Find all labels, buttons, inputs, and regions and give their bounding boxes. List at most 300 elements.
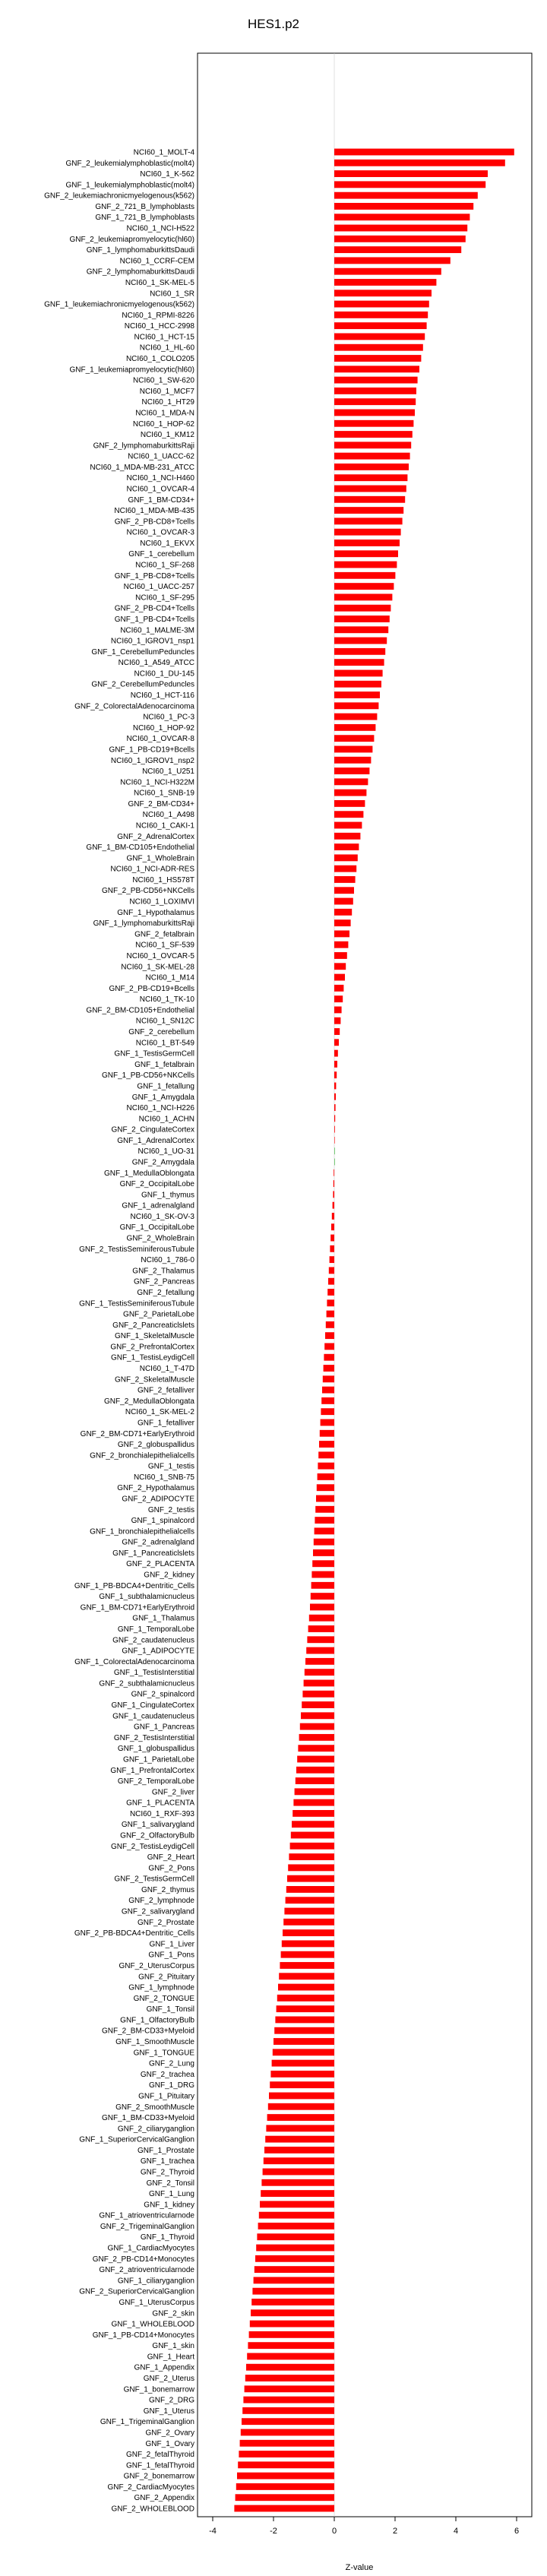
bar: [334, 583, 394, 590]
category-label: NCI60_1_SF-268: [135, 561, 194, 570]
bar: [334, 930, 349, 937]
category-label: GNF_2_PB-CD8+Tcells: [114, 517, 194, 527]
category-label: GNF_2_trachea: [140, 2070, 194, 2079]
bar: [334, 550, 398, 557]
bar: [248, 2342, 334, 2349]
category-label: GNF_2_SuperiorCervicalGanglion: [79, 2287, 194, 2296]
x-axis: [209, 2517, 519, 2536]
bar: [334, 192, 478, 199]
bar: [334, 746, 372, 753]
category-label: GNF_2_ColorectalAdenocarcinoma: [74, 702, 194, 711]
category-label: GNF_1_CardiacMyocytes: [107, 2244, 194, 2253]
bar: [334, 268, 441, 275]
bar: [241, 2429, 334, 2436]
bar: [236, 2494, 334, 2501]
bar: [334, 854, 358, 861]
bar: [251, 2299, 334, 2305]
category-label: GNF_2_fetallung: [137, 1288, 194, 1297]
bar: [291, 1832, 334, 1839]
bar: [334, 334, 425, 340]
bar: [286, 1897, 334, 1904]
bar: [308, 1625, 334, 1632]
category-label: GNF_2_UterusCorpus: [119, 1961, 194, 1970]
category-label: GNF_1_AdrenalCortex: [117, 1136, 194, 1145]
category-label: GNF_2_TestisGermCell: [114, 1875, 194, 1884]
bar: [261, 2179, 334, 2186]
bar: [274, 2027, 334, 2034]
bar: [334, 1028, 340, 1035]
bar: [334, 562, 397, 568]
bar: [334, 909, 352, 916]
category-label: GNF_2_adrenalgland: [122, 1538, 194, 1547]
bar: [334, 714, 377, 720]
category-label: GNF_2_spinalcord: [131, 1690, 194, 1699]
bar: [301, 1712, 334, 1719]
bar: [334, 648, 385, 655]
bar: [299, 1734, 334, 1741]
bar: [283, 1919, 334, 1926]
bars-layer: [234, 53, 514, 2517]
category-label: GNF_2_721_B_lymphoblasts: [95, 202, 194, 211]
bar: [333, 1202, 334, 1209]
bar: [334, 1039, 339, 1046]
bar: [334, 420, 413, 427]
category-label: NCI60_1_RXF-393: [129, 1809, 194, 1818]
category-label: NCI60_1_IGROV1_nsp1: [110, 637, 194, 646]
bar: [316, 1495, 334, 1502]
bar: [334, 767, 369, 774]
category-label: NCI60_1_T-47D: [139, 1365, 194, 1374]
bar: [334, 474, 407, 481]
bar: [334, 486, 406, 492]
category-label: GNF_1_CerebellumPeduncles: [91, 647, 194, 657]
category-label: GNF_2_Amygdala: [131, 1158, 194, 1167]
category-label: GNF_1_BM-CD105+Endothelial: [86, 843, 194, 853]
category-label: NCI60_1_M14: [145, 973, 194, 983]
bar: [334, 529, 401, 536]
bar: [334, 214, 470, 220]
category-label: GNF_1_TestisLeydigCell: [110, 1353, 194, 1362]
category-label: GNF_2_BM-CD33+Myeloid: [102, 2027, 194, 2036]
bar: [270, 2071, 334, 2078]
category-label: GNF_1_salivarygland: [121, 1821, 194, 1830]
category-label: NCI60_1_SF-295: [135, 593, 194, 603]
bar: [334, 225, 467, 232]
category-label: GNF_2_SmoothMuscle: [115, 2103, 194, 2112]
category-label: GNF_1_BM-CD33+Myeloid: [102, 2114, 194, 2123]
category-label: GNF_1_TrigeminalGanglion: [100, 2418, 194, 2427]
bar: [311, 1582, 334, 1589]
category-label: NCI60_1_SR: [150, 290, 194, 299]
category-label: GNF_2_testis: [147, 1505, 194, 1514]
bar: [323, 1375, 334, 1382]
category-label: GNF_2_ParietalLobe: [123, 1310, 194, 1319]
bar: [293, 1799, 334, 1806]
category-label: NCI60_1_DU-145: [134, 669, 194, 679]
bar: [331, 1223, 334, 1230]
bar: [307, 1636, 334, 1643]
bar: [313, 1549, 334, 1556]
category-label: NCI60_1_SW-620: [133, 376, 194, 385]
bar: [305, 1658, 334, 1665]
category-label: GNF_2_Pancreaticlslets: [112, 1321, 194, 1330]
bar: [334, 236, 466, 242]
category-label: GNF_2_Ovary: [145, 2429, 194, 2438]
x-tick-label: -2: [270, 2527, 277, 2536]
category-label: GNF_2_CerebellumPeduncles: [91, 680, 194, 689]
category-label: GNF_1_trachea: [140, 2157, 194, 2166]
category-label: NCI60_1_HCT-15: [134, 333, 194, 342]
bar: [334, 453, 410, 460]
category-label: GNF_2_TemporalLobe: [117, 1777, 194, 1786]
bar: [240, 2440, 334, 2447]
bar: [283, 1929, 334, 1936]
category-label: GNF_2_ciliaryganglion: [117, 2125, 194, 2134]
bar: [334, 203, 473, 210]
bar: [315, 1517, 334, 1524]
bar: [268, 2103, 334, 2110]
category-label: GNF_1_SuperiorCervicalGanglion: [79, 2135, 194, 2144]
category-label: NCI60_1_UO-31: [138, 1147, 194, 1157]
bar: [309, 1615, 334, 1622]
bar: [284, 1908, 334, 1915]
category-label: NCI60_1_COLO205: [125, 355, 194, 364]
bar: [300, 1723, 334, 1730]
category-label: NCI60_1_SF-539: [135, 941, 194, 950]
category-label: GNF_1_leukemiapromyelocytic(hl60): [69, 366, 194, 375]
bar: [319, 1441, 334, 1448]
category-label: GNF_1_Pons: [148, 1951, 194, 1960]
bar: [245, 2375, 334, 2381]
category-label: GNF_1_TemporalLobe: [117, 1625, 194, 1634]
category-label: NCI60_1_SK-MEL-5: [125, 278, 194, 287]
bar: [270, 2081, 334, 2088]
category-label: GNF_2_BM-CD71+EarlyErythroid: [80, 1429, 194, 1438]
category-label: GNF_2_liver: [151, 1788, 194, 1797]
bar: [264, 2157, 334, 2164]
x-tick-label: 0: [331, 2527, 337, 2536]
category-label: GNF_2_cerebellum: [128, 1028, 194, 1037]
category-label: GNF_2_leukemiachronicmyelogenous(k562): [44, 191, 194, 201]
bar: [274, 2038, 334, 2045]
category-label: NCI60_1_UACC-257: [123, 583, 194, 592]
bar: [334, 974, 345, 981]
category-label: NCI60_1_NCI-H226: [126, 1104, 194, 1113]
bar: [251, 2309, 334, 2316]
bar: [334, 160, 505, 166]
category-label: GNF_2_WholeBrain: [126, 1234, 194, 1243]
bar: [254, 2277, 334, 2283]
bar: [288, 1864, 334, 1871]
category-label: GNF_1_lymphnode: [128, 1983, 194, 1992]
category-label: NCI60_1_HOP-92: [132, 723, 194, 733]
bar: [264, 2147, 334, 2154]
category-label: NCI60_1_SN12C: [135, 1017, 194, 1026]
category-label: GNF_1_fetalliver: [137, 1419, 194, 1428]
category-label: GNF_2_skin: [152, 2309, 194, 2318]
x-tick-label: 2: [392, 2527, 398, 2536]
bar: [334, 1007, 342, 1014]
bar: [334, 778, 368, 785]
category-label: NCI60_1_MCF7: [139, 387, 194, 396]
category-label: NCI60_1_U251: [142, 767, 194, 777]
category-label: NCI60_1_HL-60: [139, 343, 194, 353]
bar: [334, 388, 416, 394]
bar: [286, 1886, 334, 1893]
bar: [334, 941, 348, 948]
bar: [334, 540, 400, 546]
category-label: NCI60_1_RPMI-8226: [122, 311, 194, 320]
category-label: GNF_1_ParietalLobe: [123, 1755, 194, 1764]
bar: [334, 887, 354, 894]
category-label: GNF_2_PB-BDCA4+Dentritic_Cells: [74, 1929, 194, 1938]
category-label: GNF_1_spinalcord: [131, 1517, 194, 1526]
category-label: GNF_1_PB-CD4+Tcells: [114, 615, 194, 624]
category-label: GNF_1_Pancreas: [133, 1723, 194, 1732]
category-label: GNF_1_PB-CD14+Monocytes: [92, 2331, 194, 2340]
category-label: GNF_1_PB-CD56+NKCells: [102, 1071, 194, 1081]
bar: [243, 2397, 334, 2404]
category-label: GNF_2_ADIPOCYTE: [122, 1495, 194, 1504]
category-label: NCI60_1_EKVX: [140, 539, 194, 548]
category-label: NCI60_1_CCRF-CEM: [119, 257, 194, 266]
category-label: GNF_1_PLACENTA: [126, 1799, 194, 1808]
category-label: NCI60_1_NCI-H322M: [120, 778, 194, 787]
category-label: GNF_1_testis: [147, 1462, 194, 1471]
category-label: GNF_1_PrefrontalCortex: [110, 1766, 194, 1775]
category-label: GNF_1_Liver: [149, 1940, 194, 1949]
category-label: GNF_2_bronchialepithelialcells: [90, 1451, 194, 1460]
category-label: GNF_1_721_B_lymphoblasts: [95, 214, 194, 223]
category-label: NCI60_1_HCT-116: [130, 691, 194, 701]
bar: [334, 149, 514, 156]
bar: [334, 866, 356, 872]
category-label: NCI60_1_SK-MEL-28: [121, 963, 194, 972]
category-label: GNF_2_salivarygland: [121, 1907, 194, 1916]
bar: [317, 1484, 334, 1491]
bar: [334, 1083, 336, 1090]
bar: [326, 1321, 334, 1328]
category-label: NCI60_1_SK-MEL-2: [125, 1408, 194, 1417]
category-label: GNF_1_Hypothalamus: [117, 908, 194, 917]
bar: [304, 1680, 334, 1687]
category-label: GNF_2_Thalamus: [132, 1267, 194, 1276]
bar: [334, 377, 418, 384]
bar: [334, 1137, 335, 1144]
x-tick-label: 4: [453, 2527, 459, 2536]
bar: [334, 431, 413, 438]
bar: [334, 1093, 336, 1100]
bar: [324, 1354, 334, 1361]
bar: [334, 1061, 337, 1068]
bar: [334, 1159, 335, 1166]
bar: [325, 1332, 334, 1339]
category-label: GNF_1_lymphomaburkittsRaji: [93, 919, 194, 929]
category-label: GNF_1_skin: [152, 2342, 194, 2351]
bar: [334, 638, 387, 644]
category-label: NCI60_1_MDA-MB-231_ATCC: [90, 463, 194, 472]
category-label: GNF_2_subthalamicnucleus: [99, 1679, 194, 1688]
category-label: GNF_2_leukemiapromyelocytic(hl60): [69, 235, 194, 244]
bar: [334, 301, 429, 308]
bar: [334, 344, 423, 351]
category-label: GNF_2_globuspallidus: [117, 1441, 194, 1450]
bar: [334, 464, 409, 470]
bar: [330, 1245, 334, 1252]
bar: [334, 626, 388, 633]
bar: [334, 898, 353, 905]
bar: [334, 724, 375, 731]
bar: [302, 1701, 334, 1708]
category-label: NCI60_1_OVCAR-8: [126, 735, 194, 744]
category-label: GNF_1_ciliaryganglion: [117, 2277, 194, 2286]
bar: [334, 952, 347, 959]
bar: [334, 800, 365, 807]
category-label: GNF_1_Pituitary: [138, 2092, 194, 2101]
bar: [306, 1647, 334, 1654]
bar: [246, 2364, 334, 2371]
bar: [334, 517, 403, 524]
bar: [255, 2255, 334, 2262]
category-label: GNF_1_Pancreaticlslets: [112, 1549, 194, 1558]
category-label: GNF_1_leukemialymphoblastic(molt4): [65, 181, 194, 190]
bar: [334, 681, 381, 688]
category-label: GNF_2_lymphomaburkittsDaudi: [86, 267, 194, 277]
bar: [334, 670, 383, 677]
category-label: GNF_1_PB-CD8+Tcells: [114, 571, 194, 581]
category-label: GNF_2_Pons: [148, 1864, 194, 1873]
bar: [298, 1745, 334, 1752]
category-label: GNF_2_MedullaOblongata: [104, 1397, 194, 1406]
bar: [334, 735, 374, 742]
bar: [334, 1071, 337, 1078]
bar: [281, 1951, 334, 1958]
bar: [324, 1365, 334, 1372]
category-label: GNF_1_subthalamicnucleus: [99, 1593, 194, 1602]
bar: [258, 2223, 334, 2229]
bar: [269, 2093, 334, 2100]
bar: [279, 1973, 334, 1979]
bar: [296, 1777, 334, 1784]
category-label: GNF_1_TestisInterstitial: [113, 1669, 194, 1678]
bar: [328, 1278, 334, 1285]
category-label: GNF_1_kidney: [144, 2201, 194, 2210]
category-label: NCI60_1_BT-549: [135, 1039, 194, 1048]
category-label: GNF_2_Heart: [147, 1853, 194, 1862]
category-label: GNF_2_lymphnode: [128, 1897, 194, 1906]
category-label: NCI60_1_OVCAR-5: [126, 951, 194, 960]
bar: [334, 441, 411, 448]
bar: [289, 1853, 334, 1860]
category-label: GNF_2_Appendix: [134, 2494, 194, 2503]
category-label: NCI60_1_NCI-H460: [126, 474, 194, 483]
bar: [334, 366, 419, 372]
bar: [296, 1767, 334, 1774]
bar: [237, 2473, 334, 2479]
bar: [327, 1289, 334, 1296]
bar: [292, 1821, 334, 1828]
bar: [273, 2049, 334, 2055]
bar: [334, 312, 428, 318]
bar: [334, 833, 360, 840]
bar: [334, 995, 343, 1002]
bar: [318, 1451, 334, 1458]
category-label: GNF_2_PB-CD14+Monocytes: [92, 2255, 194, 2264]
bar: [327, 1311, 334, 1318]
bar: [334, 616, 390, 622]
bar: [315, 1527, 334, 1534]
category-label: GNF_1_UterusCorpus: [119, 2298, 194, 2307]
category-label: NCI60_1_K-562: [140, 170, 194, 179]
category-label: GNF_2_TestisLeydigCell: [110, 1842, 194, 1851]
bar: [334, 1115, 335, 1122]
category-label: GNF_1_ColorectalAdenocarcinoma: [74, 1657, 194, 1666]
category-label: NCI60_1_MALME-3M: [120, 626, 194, 635]
bar: [334, 572, 395, 579]
bar: [259, 2212, 334, 2219]
category-label: NCI60_1_ACHN: [138, 1115, 194, 1124]
category-label: GNF_1_atrioventricularnode: [99, 2211, 194, 2220]
category-labels: [44, 149, 195, 2514]
bar: [334, 410, 415, 416]
category-label: GNF_1_TestisSeminiferousTubule: [79, 1299, 194, 1309]
bar: [266, 2125, 334, 2131]
category-label: GNF_2_SkeletalMuscle: [114, 1375, 194, 1385]
bar: [334, 876, 356, 883]
category-label: NCI60_1_KM12: [140, 431, 194, 440]
bar: [334, 702, 378, 709]
category-label: GNF_2_bonemarrow: [123, 2472, 194, 2481]
category-label: NCI60_1_OVCAR-3: [126, 528, 194, 537]
bar: [282, 1940, 334, 1947]
category-label: GNF_2_TestisSeminiferousTubule: [79, 1245, 194, 1254]
x-tick-label: -4: [209, 2527, 217, 2536]
category-label: GNF_2_AdrenalCortex: [117, 832, 194, 841]
bar: [334, 398, 416, 405]
bar: [275, 2017, 334, 2024]
bar: [334, 1104, 336, 1111]
category-label: GNF_2_atrioventricularnode: [99, 2266, 194, 2275]
category-label: GNF_2_TONGUE: [133, 1994, 194, 2003]
category-label: GNF_1_Tonsil: [146, 2005, 194, 2014]
bar: [260, 2201, 334, 2207]
category-label: GNF_2_Hypothalamus: [117, 1484, 194, 1493]
category-label: GNF_2_DRG: [148, 2396, 194, 2405]
bar: [330, 1235, 334, 1242]
bar: [334, 496, 405, 503]
category-label: NCI60_1_SNB-19: [133, 789, 194, 798]
category-label: NCI60_1_NCI-H522: [126, 224, 194, 233]
category-label: GNF_1_ADIPOCYTE: [122, 1647, 194, 1656]
bar: [321, 1408, 334, 1415]
category-label: GNF_2_kidney: [144, 1571, 194, 1580]
bar: [320, 1430, 334, 1437]
category-label: GNF_1_WholeBrain: [126, 854, 194, 863]
category-label: GNF_1_fetalbrain: [134, 1060, 194, 1069]
x-tick-label: 6: [514, 2527, 520, 2536]
category-label: GNF_2_lymphomaburkittsRaji: [93, 441, 194, 451]
category-label: GNF_1_OccipitalLobe: [119, 1223, 194, 1233]
category-label: NCI60_1_SK-OV-3: [130, 1212, 194, 1221]
bar: [292, 1810, 334, 1817]
category-label: GNF_2_Prostate: [137, 1918, 194, 1927]
bar: [334, 790, 366, 796]
bar: [250, 2321, 334, 2328]
category-label: GNF_1_globuspallidus: [117, 1745, 194, 1754]
category-label: GNF_1_SmoothMuscle: [115, 2038, 194, 2047]
bar: [315, 1506, 334, 1513]
bar: [257, 2233, 334, 2240]
